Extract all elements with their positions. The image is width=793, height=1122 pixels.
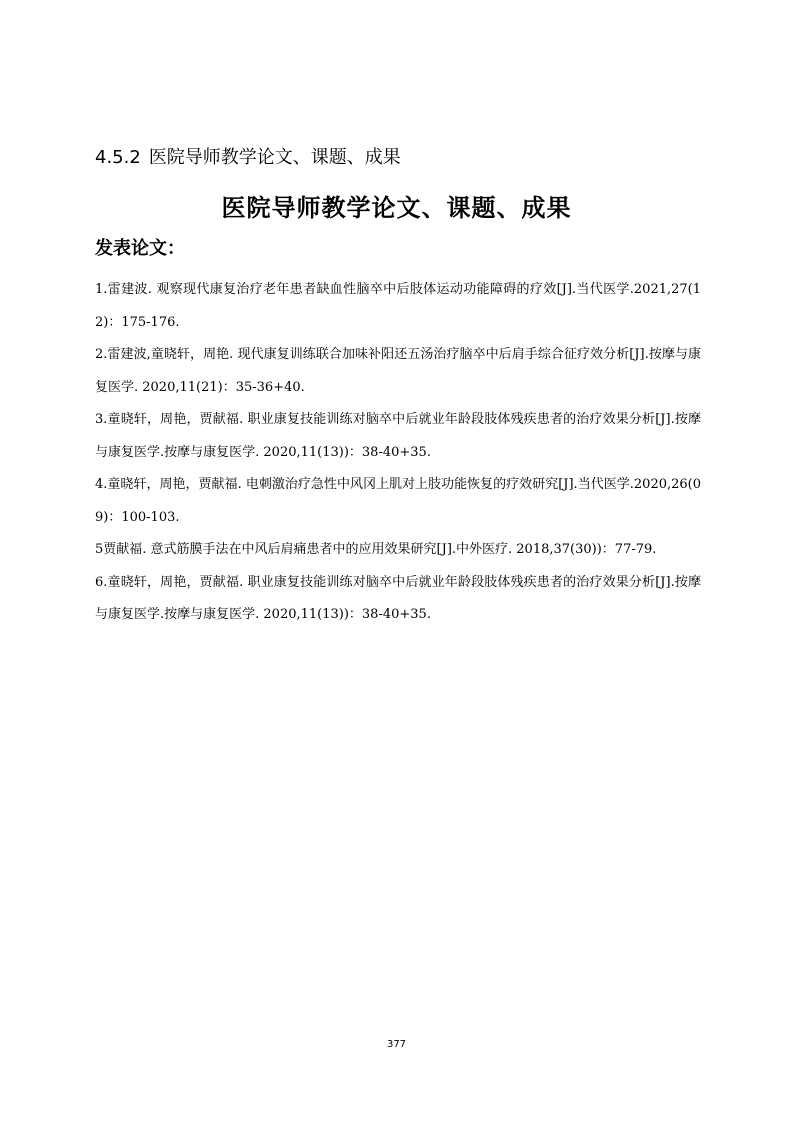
reference-item-1: 1.雷建波. 观察现代康复治疗老年患者缺血性脑卒中后肢体运动功能障碍的疗效[J].当代医学.2021,27(12)：175-176. xyxy=(95,282,701,330)
page-title: 医院导师教学论文、课题、成果 xyxy=(221,194,572,222)
reference-list xyxy=(95,274,701,632)
section-number: 4.5.2 xyxy=(95,147,141,168)
reference-item-3: 3.童晓轩，周艳，贾献福. 职业康复技能训练对脑卒中后就业年龄段肢体残疾患者的治疗效果分析[J].按摩与康复医学.按摩与康复医学. 2020,11(13))：38-40+35. xyxy=(95,412,701,460)
reference-item-4: 4.童晓轩，周艳，贾献福. 电刺激治疗急性中风冈上肌对上肢功能恢复的疗效研究[J].当代医学.2020,26(09)：100-103. xyxy=(95,477,701,525)
reference-item-5: 5贾献福. 意式筋膜手法在中风后肩痛患者中的应用效果研究[J].中外医疗. 2018,37(30))：77-79. xyxy=(95,542,657,557)
page-number: 377 xyxy=(386,1039,407,1050)
section-heading xyxy=(95,146,401,170)
published-papers-heading: 发表论文： xyxy=(95,238,185,259)
reference-item-2: 2.雷建波,童晓轩，周艳. 现代康复训练联合加味补阳还五汤治疗脑卒中后肩手综合征疗效分析[J].按摩与康复医学. 2020,11(21)：35-36+40. xyxy=(95,347,701,395)
section-title: 医院导师教学论文、课题、成果 xyxy=(148,147,401,168)
reference-item-6: 6.童晓轩，周艳，贾献福. 职业康复技能训练对脑卒中后就业年龄段肢体残疾患者的治疗效果分析[J].按摩与康复医学.按摩与康复医学. 2020,11(13))：38-40+35. xyxy=(95,574,701,622)
